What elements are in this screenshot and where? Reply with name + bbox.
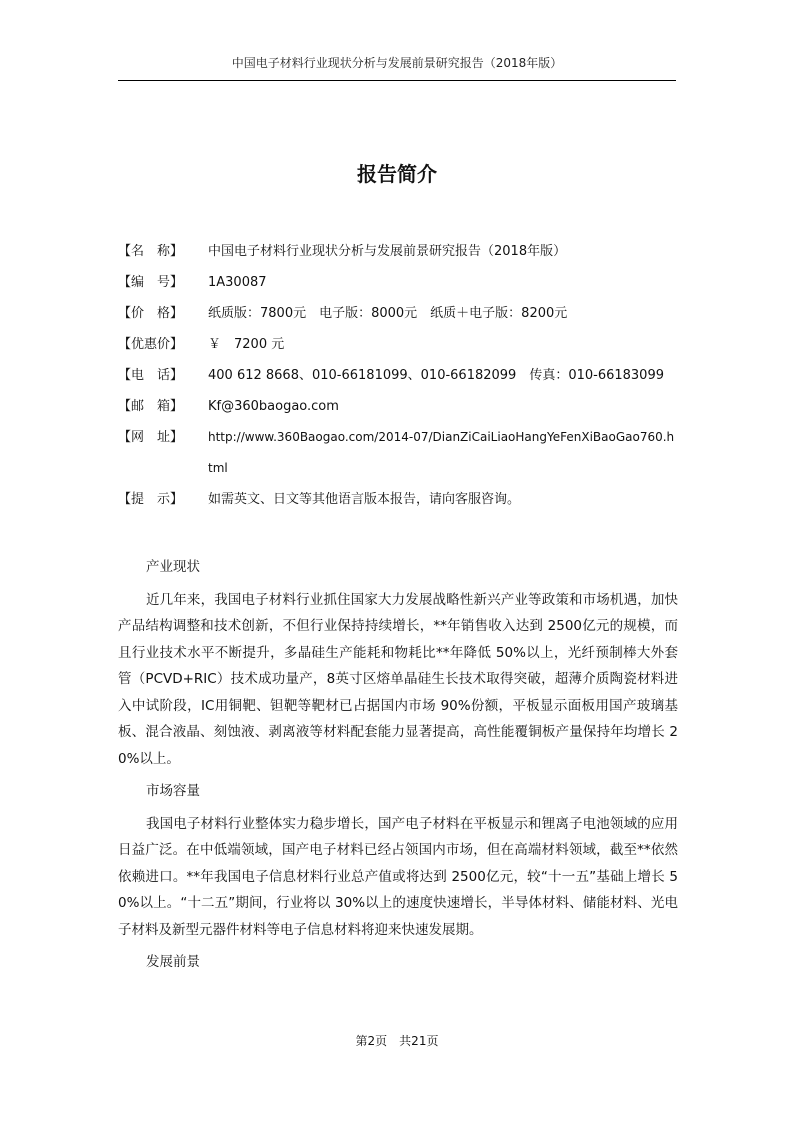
running-header: 中国电子材料行业现状分析与发展前景研究报告（2018年版） bbox=[231, 56, 563, 70]
section-paragraph: 我国电子材料行业整体实力稳步增长，国产电子材料在平板显示和锂离子电池领域的应用日益广泛。在中低端领域，国产电子材料已经占领国内市场，但在高端材料领域，截至**依然依赖进口。**年我国电子信息材料行业总产值或将达到 2500亿元，较“十一五”基础上增长 50%以上。“十二五”期间，行业将以 30%以上的速度快速增长，半导体材料、储能材料、光电子材料及新型元器件材料等电子信息材料将迎来快速发展期。 bbox=[118, 815, 678, 938]
info-label: 【优惠价】 bbox=[118, 337, 184, 352]
page-title: 报告简介 bbox=[357, 162, 437, 186]
info-row-url bbox=[118, 422, 678, 484]
email-link[interactable]: Kf@360baogao.com bbox=[208, 399, 339, 414]
info-label: 【编 号】 bbox=[118, 275, 184, 290]
info-label: 【网 址】 bbox=[118, 430, 184, 445]
info-value: 中国电子材料行业现状分析与发展前景研究报告（2018年版） bbox=[208, 244, 567, 259]
section-heading: 产业现状 bbox=[146, 559, 200, 575]
info-value: 1A30087 bbox=[208, 275, 267, 290]
info-label: 【电 话】 bbox=[118, 368, 184, 383]
section-heading: 市场容量 bbox=[146, 783, 200, 799]
report-info-table bbox=[118, 236, 678, 515]
report-body bbox=[118, 554, 678, 982]
website-link[interactable]: http://www.360Baogao.com/2014-07/DianZiCaiLiaoHangYeFenXiBaoGao760.html bbox=[208, 430, 675, 475]
section-paragraph: 近几年来，我国电子材料行业抓住国家大力发展战略性新兴产业等政策和市场机遇，加快产品结构调整和技术创新，不但行业保持持续增长，**年销售收入达到 2500亿元的规模，而且行业技术水平不断提升，多晶硅生产能耗和物耗比**年降低 50%以上，光纤预制棒大外套管（PCVD+RIC）技术成功量产，8英寸区熔单晶硅生长技术取得突破，超薄介质陶瓷材料进入中试阶段，IC用铜靶、钽靶等靶材已占据国内市场 90%份额，平板显示面板用国产玻璃基板、混合液晶、刻蚀液、剥离液等材料配套能力显著提高，高性能覆铜板产量保持年均增长 20%以上。 bbox=[118, 591, 678, 767]
info-row-discount bbox=[118, 329, 678, 360]
info-label: 【名 称】 bbox=[118, 244, 184, 259]
info-row-code bbox=[118, 267, 678, 298]
section-heading: 发展前景 bbox=[146, 954, 200, 970]
info-row-tip bbox=[118, 484, 678, 515]
info-row-phone bbox=[118, 360, 678, 391]
info-value: 400 612 8668、010-66181099、010-66182099 传真：010-66183099 bbox=[208, 368, 664, 383]
info-value: 如需英文、日文等其他语言版本报告，请向客服咨询。 bbox=[208, 492, 521, 507]
info-row-name bbox=[118, 236, 678, 267]
header-divider bbox=[118, 80, 676, 81]
info-label: 【价 格】 bbox=[118, 306, 184, 321]
info-value: ￥ 7200 元 bbox=[208, 337, 285, 352]
info-label: 【邮 箱】 bbox=[118, 399, 184, 414]
info-row-email bbox=[118, 391, 678, 422]
info-label: 【提 示】 bbox=[118, 492, 184, 507]
page-number: 第2页 共21页 bbox=[355, 1034, 439, 1048]
info-value: 纸质版：7800元 电子版：8000元 纸质＋电子版：8200元 bbox=[208, 306, 568, 321]
info-row-price bbox=[118, 298, 678, 329]
